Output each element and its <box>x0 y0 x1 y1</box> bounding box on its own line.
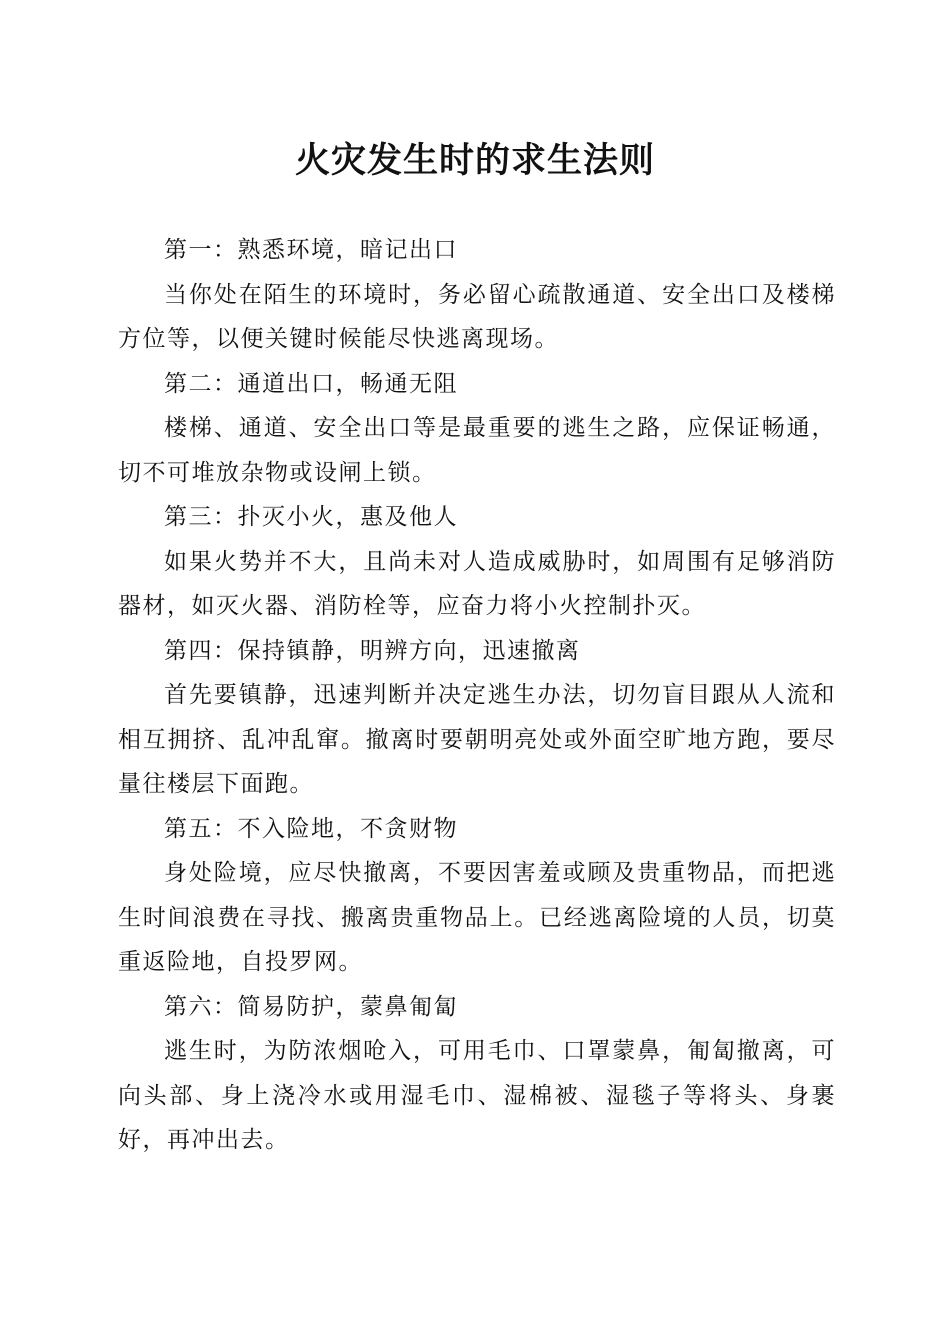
section-heading-6: 第六：简易防护，蒙鼻匍匐 <box>164 993 458 1020</box>
section-body-3: 如果火势并不大，且尚未对人造成威胁时，如周围有足够消防器材，如灭火器、消防栓等，应奋力将小火控制扑灭。 <box>118 548 836 619</box>
document-title: 火灾发生时的求生法则 <box>294 140 655 181</box>
section-body-2: 楼梯、通道、安全出口等是最重要的逃生之路，应保证畅通，切不可堆放杂物或设闸上锁。 <box>118 415 836 486</box>
section-heading-3: 第三：扑灭小火，惠及他人 <box>164 504 458 530</box>
section-heading-4: 第四：保持镇静，明辨方向，迅速撤离 <box>164 637 581 664</box>
section-body-4: 首先要镇静，迅速判断并决定逃生办法，切勿盲目跟从人流和相互拥挤、乱冲乱窜。撤离时要朝明亮处或外面空旷地方跑，要尽量往楼层下面跑。 <box>118 682 836 797</box>
document-body <box>118 228 836 1163</box>
section-body-1: 当你处在陌生的环境时，务必留心疏散通道、安全出口及楼梯方位等，以便关键时候能尽快逃离现场。 <box>118 281 836 352</box>
section-heading-2: 第二：通道出口，畅通无阻 <box>164 370 458 397</box>
section-heading-1: 第一：熟悉环境，暗记出口 <box>164 237 458 263</box>
section-body-6: 逃生时，为防浓烟呛入，可用毛巾、口罩蒙鼻，匍匐撤离，可向头部、身上浇冷水或用湿毛巾、湿棉被、湿毯子等将头、身裹好，再冲出去。 <box>118 1038 836 1153</box>
section-heading-5: 第五：不入险地，不贪财物 <box>164 815 458 842</box>
section-body-5: 身处险境，应尽快撤离，不要因害羞或顾及贵重物品，而把逃生时间浪费在寻找、搬离贵重物品上。已经逃离险境的人员，切莫重返险地，自投罗网。 <box>118 860 836 975</box>
